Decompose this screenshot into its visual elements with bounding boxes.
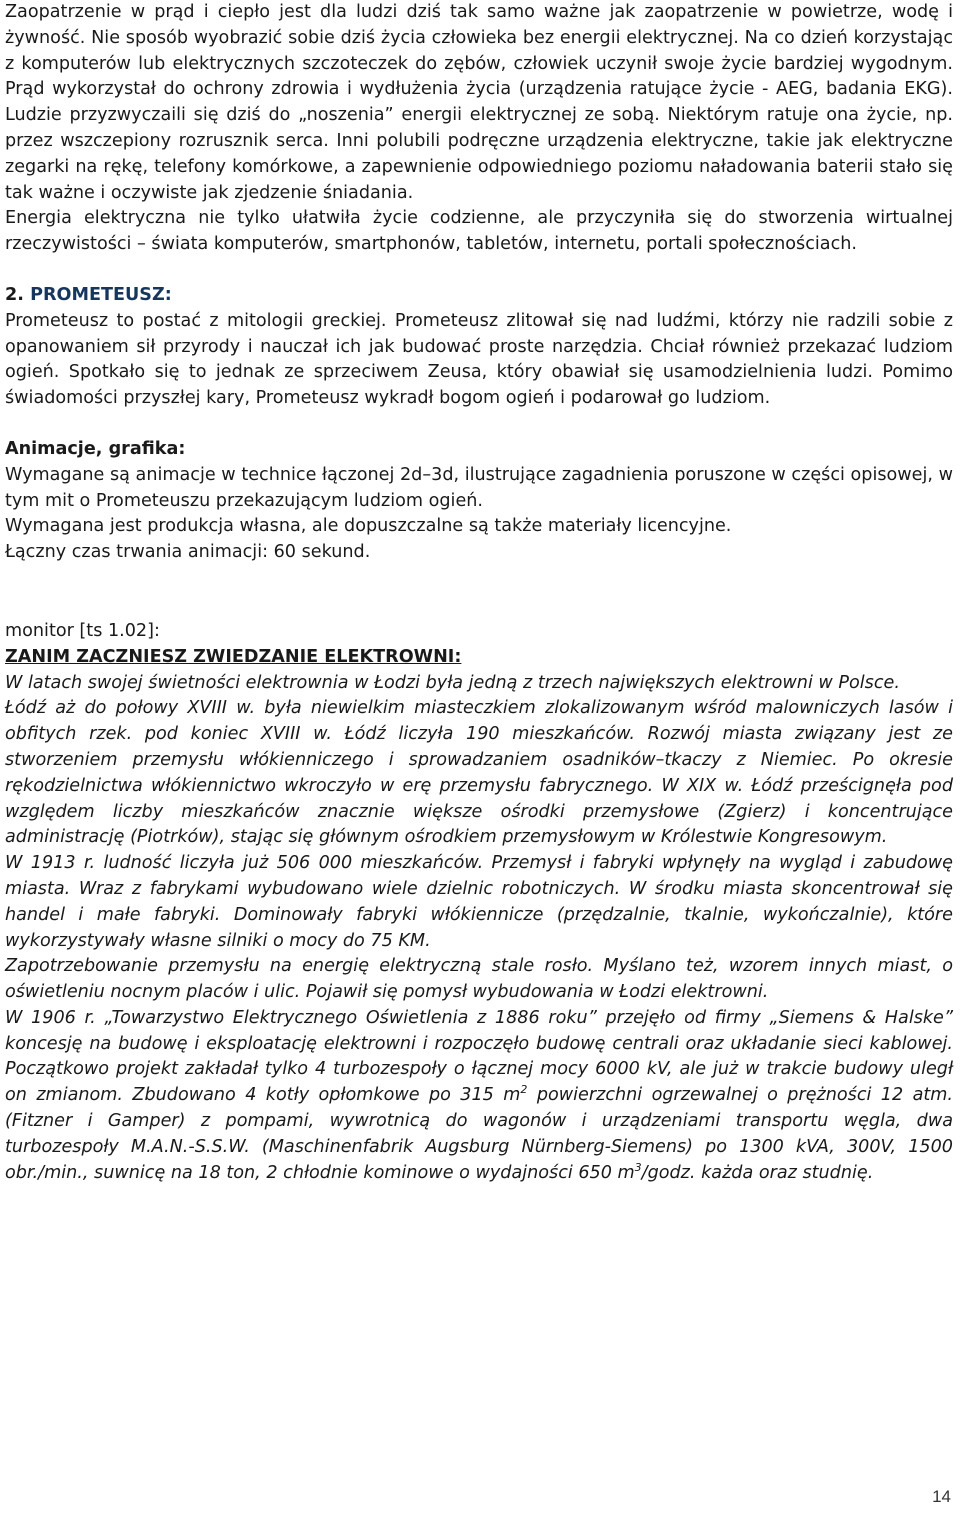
document-page [5,0,953,1186]
spacer [5,258,953,283]
monitor-title: ZANIM ZACZNIESZ ZWIEDZANIE ELEKTROWNI: [5,646,462,667]
animacje-line-3: Łączny czas trwania animacji: 60 sekund. [5,542,371,563]
section-title: PROMETEUSZ: [30,284,172,305]
section-heading-prometeusz [5,283,953,309]
monitor-paragraph-5-part-1: W 1906 r. „Towarzystwo Elektrycznego Oświetlenia z 1886 roku” przejęło od firmy „Siemens & Halske” koncesję na budowę i eksploatację elektrowni i rozpoczęło budowę centrali oraz układanie sieci kablowej. Początkowo projekt zakładał tylko 4 turbozespoły o łącznej mocy 6000 kV, ale już w trakcie budowy uległ on zmianom. Zbudowano 4 kotły opłomkowe po 315 m [5,1007,953,1106]
section-number: 2. [5,284,24,305]
spacer [5,566,953,619]
monitor-paragraph-1: W latach swojej świetności elektrownia w Łodzi była jedną z trzech największych elektrowni w Polsce. [5,672,900,693]
page-number: 14 [932,1487,951,1506]
intro-paragraph-1: Zaopatrzenie w prąd i ciepło jest dla ludzi dziś tak samo ważne jak zaopatrzenie w powietrze, wodę i żywność. Nie sposób wyobrazić sobie dziś życia człowieka bez energii elektrycznej. Na co dzień korzystając z komputerów lub elektrycznych szczoteczek do zębów, człowiek uczynił swoje życie bardziej wygodnym. Prąd wykorzystał do ochrony zdrowia i wydłużenia życia (urządzenia ratujące życie - AEG, badania EKG). Ludzie przyzwyczaili się dziś do „noszenia” energii elektrycznej ze sobą. Niektórym ratuje ona życie, np. przez wszczepiony rozrusznik serca. Inni polubili podręczne urządzenia elektryczne, takie jak elektryczne zegarki na rękę, telefony komórkowe, a zapewnienie odpowiedniego poziomu naładowania baterii stało się tak ważne i oczywiste jak zjedzenie śniadania. [5,2,953,203]
monitor-paragraph-3: W 1913 r. ludność liczyła już 506 000 mieszkańców. Przemysł i fabryki wpłynęły na wygląd i zabudowę miasta. Wraz z fabrykami wybudowano wiele dzielnic robotniczych. W środku miasta skoncentrował się handel i małe fabryki. Dominowały fabryki włókiennicze (przędzalnie, tkalnie, wykończalnie), które wykorzystywały własne silniki o mocy do 75 KM. [5,853,953,951]
intro-paragraph-2: Energia elektryczna nie tylko ułatwiła życie codzienne, ale przyczyniła się do stworzenia wirtualnej rzeczywistości – świata komputerów, smartphonów, tabletów, internetu, portali społecznościach. [5,208,953,255]
spacer [5,412,953,437]
monitor-paragraph-2: Łódź aż do połowy XVIII w. była niewielkim miasteczkiem zlokalizowanym wśród malowniczych lasów i obfitych rzek. pod koniec XVIII w. Łódź liczyła 190 mieszkańców. Rozwój miasta związany jest ze stworzeniem przemysłu włókienniczego i sprowadzaniem osadników–tkaczy z Niemiec. Po okresie rękodzielnictwa włókiennictwo wkroczyło w erę przemysłu fabrycznego. W XIX w. Łódź prześcignęła pod względem liczby mieszkańców znacznie większe ośrodki przemysłowe (Zgierz) i koncentrujące administrację (Piotrków), stając się głównym ośrodkiem przemysłowym w Królestwie Kongresowym. [5,698,953,848]
animacje-line-1: Wymagane są animacje w technice łączonej 2d–3d, ilustrujące zagadnienia poruszone w części opisowej, w tym mit o Prometeuszu przekazującym ludziom ogień. [5,464,953,511]
animacje-line-2: Wymagana jest produkcja własna, ale dopuszczalne są także materiały licencyjne. [5,516,732,537]
monitor-paragraph-5-part-2: powierzchni ogrzewalnej o prężności 12 atm. (Fitzner i Gamper) z pompami, wywrotnicą do wagonów i urządzeniami transportu węgla, dwa turbozespoły M.A.N.-S.S.W. (Maschinenfabrik Augsburg Nürnberg-Siemens) po 1300 kVA, 300V, 1500 obr./min., suwnicę na 18 ton, 2 chłodnie kominowe o wydajności 650 m [5,1085,954,1183]
prometeusz-paragraph: Prometeusz to postać z mitologii greckiej. Prometeusz zlitował się nad ludźmi, którzy nie radzili sobie z opanowaniem sił przyrody i nauczał ich jak budować proste narzędzia. Chciał również przekazać ludziom ogień. Spotkało się to jednak ze sprzeciwem Zeusa, który obawiał się usamodzielnienia ludzi. Pomimo świadomości przyszłej kary, Prometeusz wykradł bogom ogień i podarował go ludziom. [5,310,953,409]
section-heading-animacje: Animacje, grafika: [5,438,186,459]
superscript-3: 3 [634,1160,642,1174]
monitor-paragraph-5 [5,1006,953,1187]
monitor-label: monitor [ts 1.02]: [5,620,160,641]
monitor-paragraph-5-part-3: /godz. każda oraz studnię. [641,1162,874,1183]
monitor-paragraph-4: Zapotrzebowanie przemysłu na energię elektryczną stale rosło. Myślano też, wzorem innych miast, o oświetleniu nocnym placów i ulic. Pojawił się pomysł wybudowania w Łodzi elektrowni. [5,956,953,1003]
superscript-2: 2 [520,1083,528,1097]
